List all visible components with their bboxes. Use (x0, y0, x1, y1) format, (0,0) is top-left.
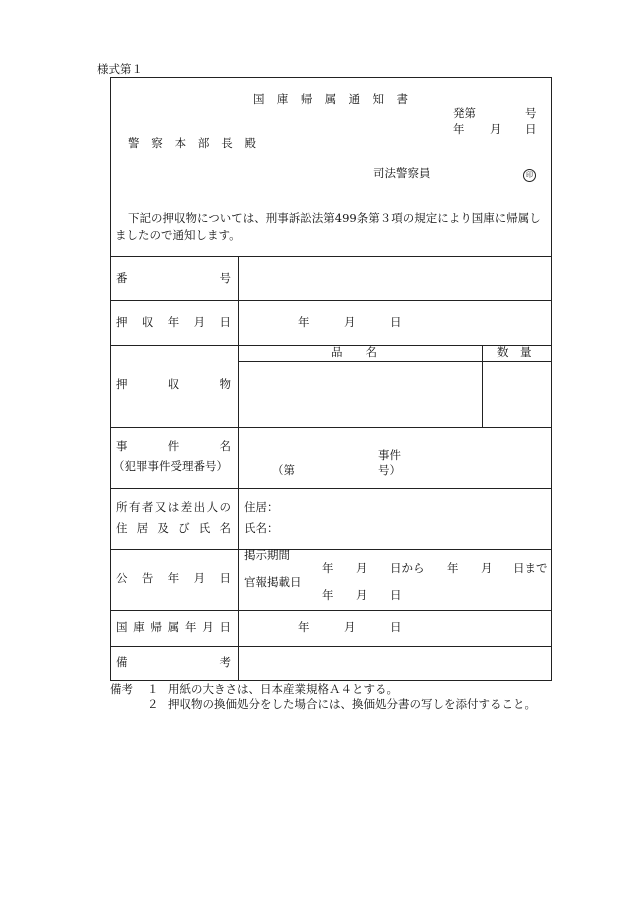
addressee: 警 察 本 部 長 殿 (128, 136, 256, 150)
posting-year-from: 年 (322, 561, 334, 575)
posting-day-from: 日から (390, 561, 425, 575)
notes-label: 備考 (110, 682, 133, 696)
seizure-date-year: 年 (298, 315, 310, 329)
case-number-suffix: 号） (378, 463, 401, 477)
address-label: 住居： (244, 500, 279, 514)
issue-date-month: 月 (490, 122, 502, 136)
issue-date-day: 日 (525, 122, 537, 136)
remarks-label: 備 考 (116, 655, 231, 669)
reversion-month: 月 (344, 620, 356, 634)
column-divider (238, 256, 239, 681)
note1-number: １ (147, 682, 159, 696)
gazette-year: 年 (322, 588, 334, 602)
posting-month-to: 月 (481, 561, 493, 575)
notice-date-label: 公 告 年 月 日 (116, 571, 231, 585)
row-divider (110, 256, 552, 257)
note2-number: ２ (147, 697, 159, 711)
quantity-column-divider (482, 345, 483, 427)
seized-items-label: 押 収 物 (116, 377, 231, 391)
posting-year-to: 年 (447, 561, 459, 575)
owner-label-line1: 所 有 者 又 は 差 出 人 の (116, 500, 231, 514)
name-label: 氏名： (244, 521, 279, 535)
items-header-divider (238, 361, 552, 362)
reversion-day: 日 (390, 620, 402, 634)
owner-label-line2: 住 居 及 び 氏 名 (116, 521, 231, 535)
body-text-line1: 下記の押収物については、刑事訴訟法第499条第３項の規定により国庫に帰属し (128, 211, 541, 225)
row-divider (110, 488, 552, 489)
posting-month-from: 月 (356, 561, 368, 575)
case-number-prefix: （第 (272, 463, 295, 477)
row-divider (110, 610, 552, 611)
posting-period-label: 掲示期間 (244, 548, 290, 562)
quantity-header: 数 量 (497, 345, 532, 359)
seizure-date-month: 月 (344, 315, 356, 329)
row-divider (110, 300, 552, 301)
sender-title: 司法警察員 (373, 166, 431, 180)
item-name-header: 品 名 (331, 345, 377, 359)
issue-number-prefix: 発第 (453, 106, 476, 120)
row-divider (110, 549, 552, 550)
number-label: 番 号 (116, 271, 231, 285)
posting-day-to: 日まで (513, 561, 548, 575)
gazette-month: 月 (356, 588, 368, 602)
note1-text: 用紙の大きさは、日本産業規格Ａ４とする。 (168, 682, 398, 696)
case-number-label: （犯罪事件受理番号） (113, 459, 228, 473)
gazette-label: 官報掲載日 (244, 575, 302, 589)
issue-number-suffix: 号 (525, 106, 537, 120)
case-value: 事件 (378, 448, 401, 462)
document-title: 国 庫 帰 属 通 知 書 (253, 92, 408, 106)
reversion-year: 年 (298, 620, 310, 634)
seizure-date-day: 日 (390, 315, 402, 329)
row-divider (110, 646, 552, 647)
reversion-date-label: 国 庫 帰 属 年 月 日 (116, 620, 231, 634)
body-text-line2: ましたので通知します。 (115, 228, 241, 242)
form-label: 様式第１ (97, 62, 143, 76)
seal-mark: 印 (523, 168, 536, 182)
issue-date-year: 年 (453, 122, 465, 136)
note2-text: 押収物の換価処分をした場合には、換価処分書の写しを添付すること。 (168, 697, 536, 711)
seizure-date-label: 押 収 年 月 日 (116, 315, 231, 329)
gazette-day: 日 (390, 588, 402, 602)
case-name-label: 事 件 名 (116, 439, 231, 453)
row-divider (110, 427, 552, 428)
